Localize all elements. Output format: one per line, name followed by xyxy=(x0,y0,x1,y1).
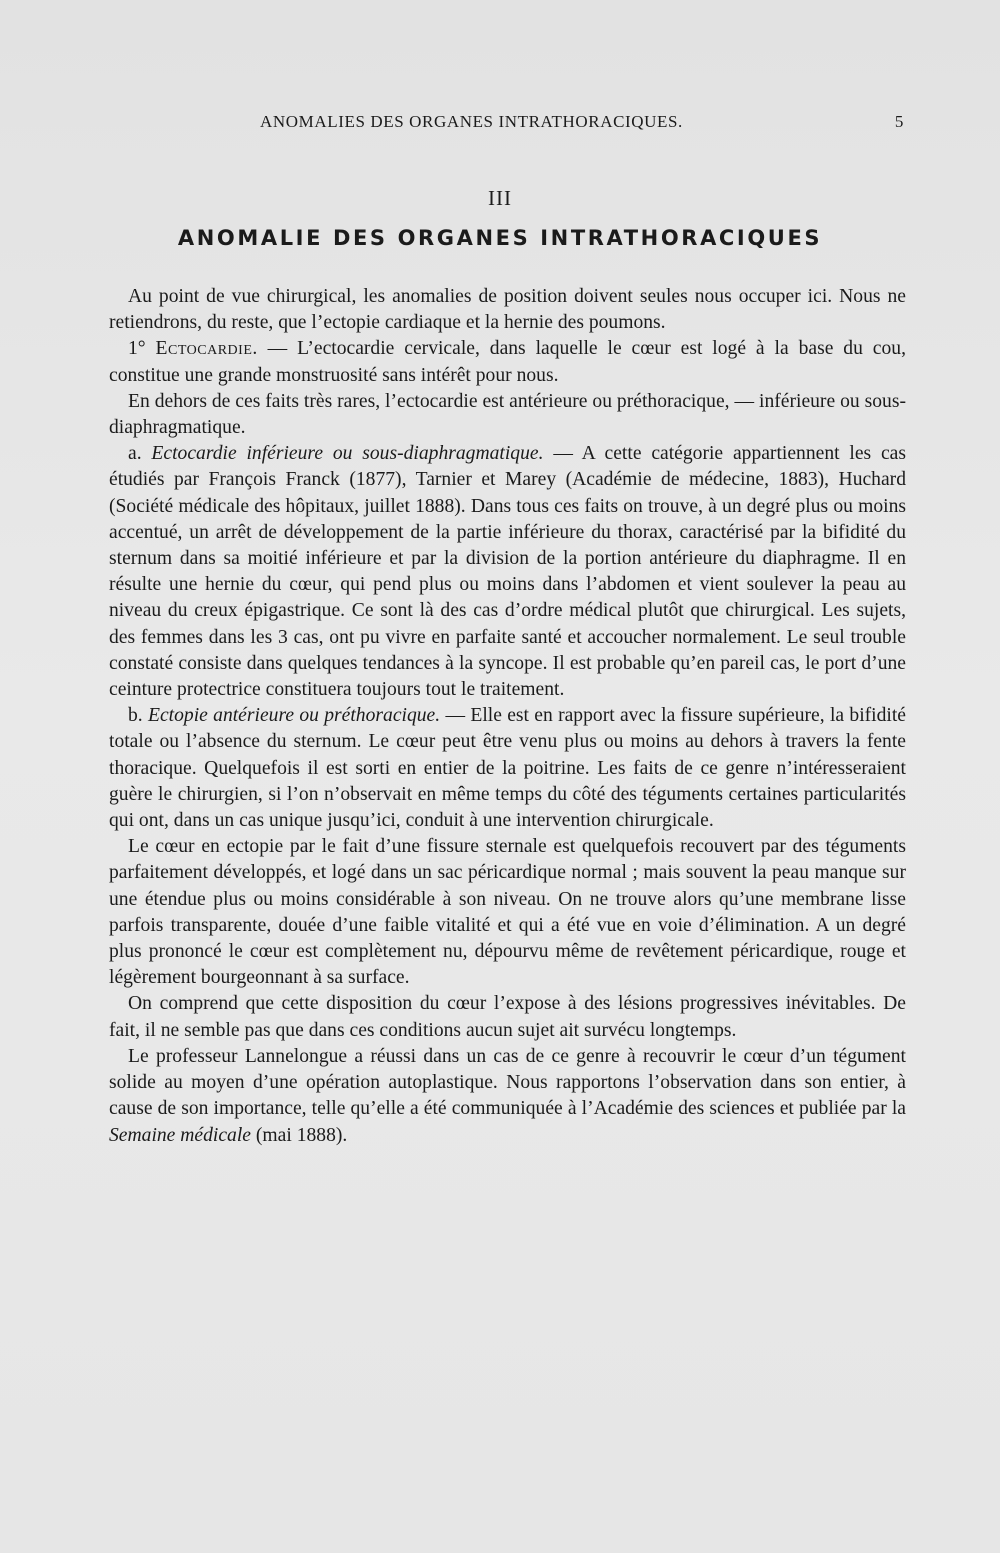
paragraph-number: 1° xyxy=(128,338,146,360)
body-text xyxy=(109,284,906,1149)
paragraph-ectocardie-inferieure xyxy=(109,441,906,703)
paragraph-text: Le professeur Lannelongue a réussi dans un cas de ce genre à recouvrir le cœur d’un tégument solide au moyen d’une opération autoplastique. Nous rapportons l’observation dans son entier, à cause de son importance, telle qu’elle a été communiquée à l’Académie des sciences et publiée par la xyxy=(109,1045,906,1120)
paragraph-teguments: Le cœur en ectopie par le fait d’une fissure sternale est quelquefois recouvert par des téguments parfaitement développés, et logé dans un sac péricardique normal ; mais souvent la peau manque sur une étendue plus ou moins considérable à son niveau. On ne trouve alors qu’une membrane lisse parfois transparente, douée d’une faible vitalité et qui a été vue en voie d’élimination. A un degré plus prononcé le cœur est complètement nu, dépourvu même de revêtement péricardique, rouge et légèrement bourgeonnant à sa surface. xyxy=(109,836,906,989)
subsection-heading-inferieure: Ectocardie inférieure ou sous-diaphragmatique. xyxy=(151,443,544,465)
paragraph-label: a. xyxy=(128,443,152,465)
page-number: 5 xyxy=(894,112,904,131)
paragraph-text: — Elle est en rapport avec la fissure supérieure, la bifidité totale ou l’absence du sternum. Le cœur peut être venu plus ou moins au dehors à travers la fente thoracique. Quelquefois il est sorti en entier de la poitrine. Les faits de ce genre n’intéresseraient guère le chirurgien, si l’on n’observait en même temps du côté des téguments certaines particularités qui ont, dans un cas unique jusqu’ici, conduit à une intervention chirurgicale. xyxy=(109,705,906,832)
journal-title: Semaine médicale xyxy=(109,1124,251,1146)
subsection-heading-ectocardie: Ectocardie. xyxy=(155,338,258,360)
paragraph-classification: En dehors de ces faits très rares, l’ectocardie est antérieure ou préthoracique, — inférieure ou sous-diaphragmatique. xyxy=(109,390,906,439)
paragraph-label: b. xyxy=(128,705,148,727)
paragraph-lannelongue xyxy=(109,1044,906,1149)
subsection-heading-anterieure: Ectopie antérieure ou préthoracique. xyxy=(148,705,441,727)
section-title: ANOMALIE DES ORGANES INTRATHORACIQUES xyxy=(177,226,823,250)
paragraph-intro: Au point de vue chirurgical, les anomalies de position doivent seules nous occuper ici. Nous ne retiendrons, du reste, que l’ectopie cardiaque et la hernie des poumons. xyxy=(109,286,906,334)
paragraph-ectopie-anterieure xyxy=(109,703,906,834)
running-head-title: ANOMALIES DES ORGANES INTRATHORACIQUES. xyxy=(260,112,683,131)
paragraph-lesions: On comprend que cette disposition du cœur l’expose à des lésions progressives inévitables. De fait, il ne semble pas que dans ces conditions aucun sujet ait survécu longtemps. xyxy=(109,993,906,1041)
paragraph-ectocardie xyxy=(109,336,906,388)
paragraph-text-end: (mai 1888). xyxy=(251,1124,348,1146)
paragraph-text: — A cette catégorie appartiennent les cas étudiés par François Franck (1877), Tarnier et Marey (Académie de médecine, 1883), Huchard (Société médicale des hôpitaux, juillet 1888). Dans tous ces faits on trouve, à un degré plus ou moins accentué, un arrêt de développement de la partie inférieure du thorax, caractérisé par la bifidité du sternum dans sa moitié inférieure et par la division de la portion antérieure du diaphragme. Il en résulte une hernie du cœur, qui pend plus ou moins dans l’abdomen et vient soulever la peau au niveau du creux épigastrique. Ce sont là des cas d’ordre médical plutôt que chirurgical. Les sujets, des femmes dans les 3 cas, ont pu vivre en parfaite santé et accoucher normalement. Le seul trouble constaté consiste dans quelques tendances à la syncope. Il est probable qu’en pareil cas, le port d’une ceinture protectrice constituera toujours tout le traitement. xyxy=(109,443,906,701)
section-number: III xyxy=(488,186,512,210)
paragraph-text: — L’ectocardie cervicale, dans laquelle le cœur est logé à la base du cou, constitue une grande monstruosité sans intérêt pour nous. xyxy=(109,338,906,386)
